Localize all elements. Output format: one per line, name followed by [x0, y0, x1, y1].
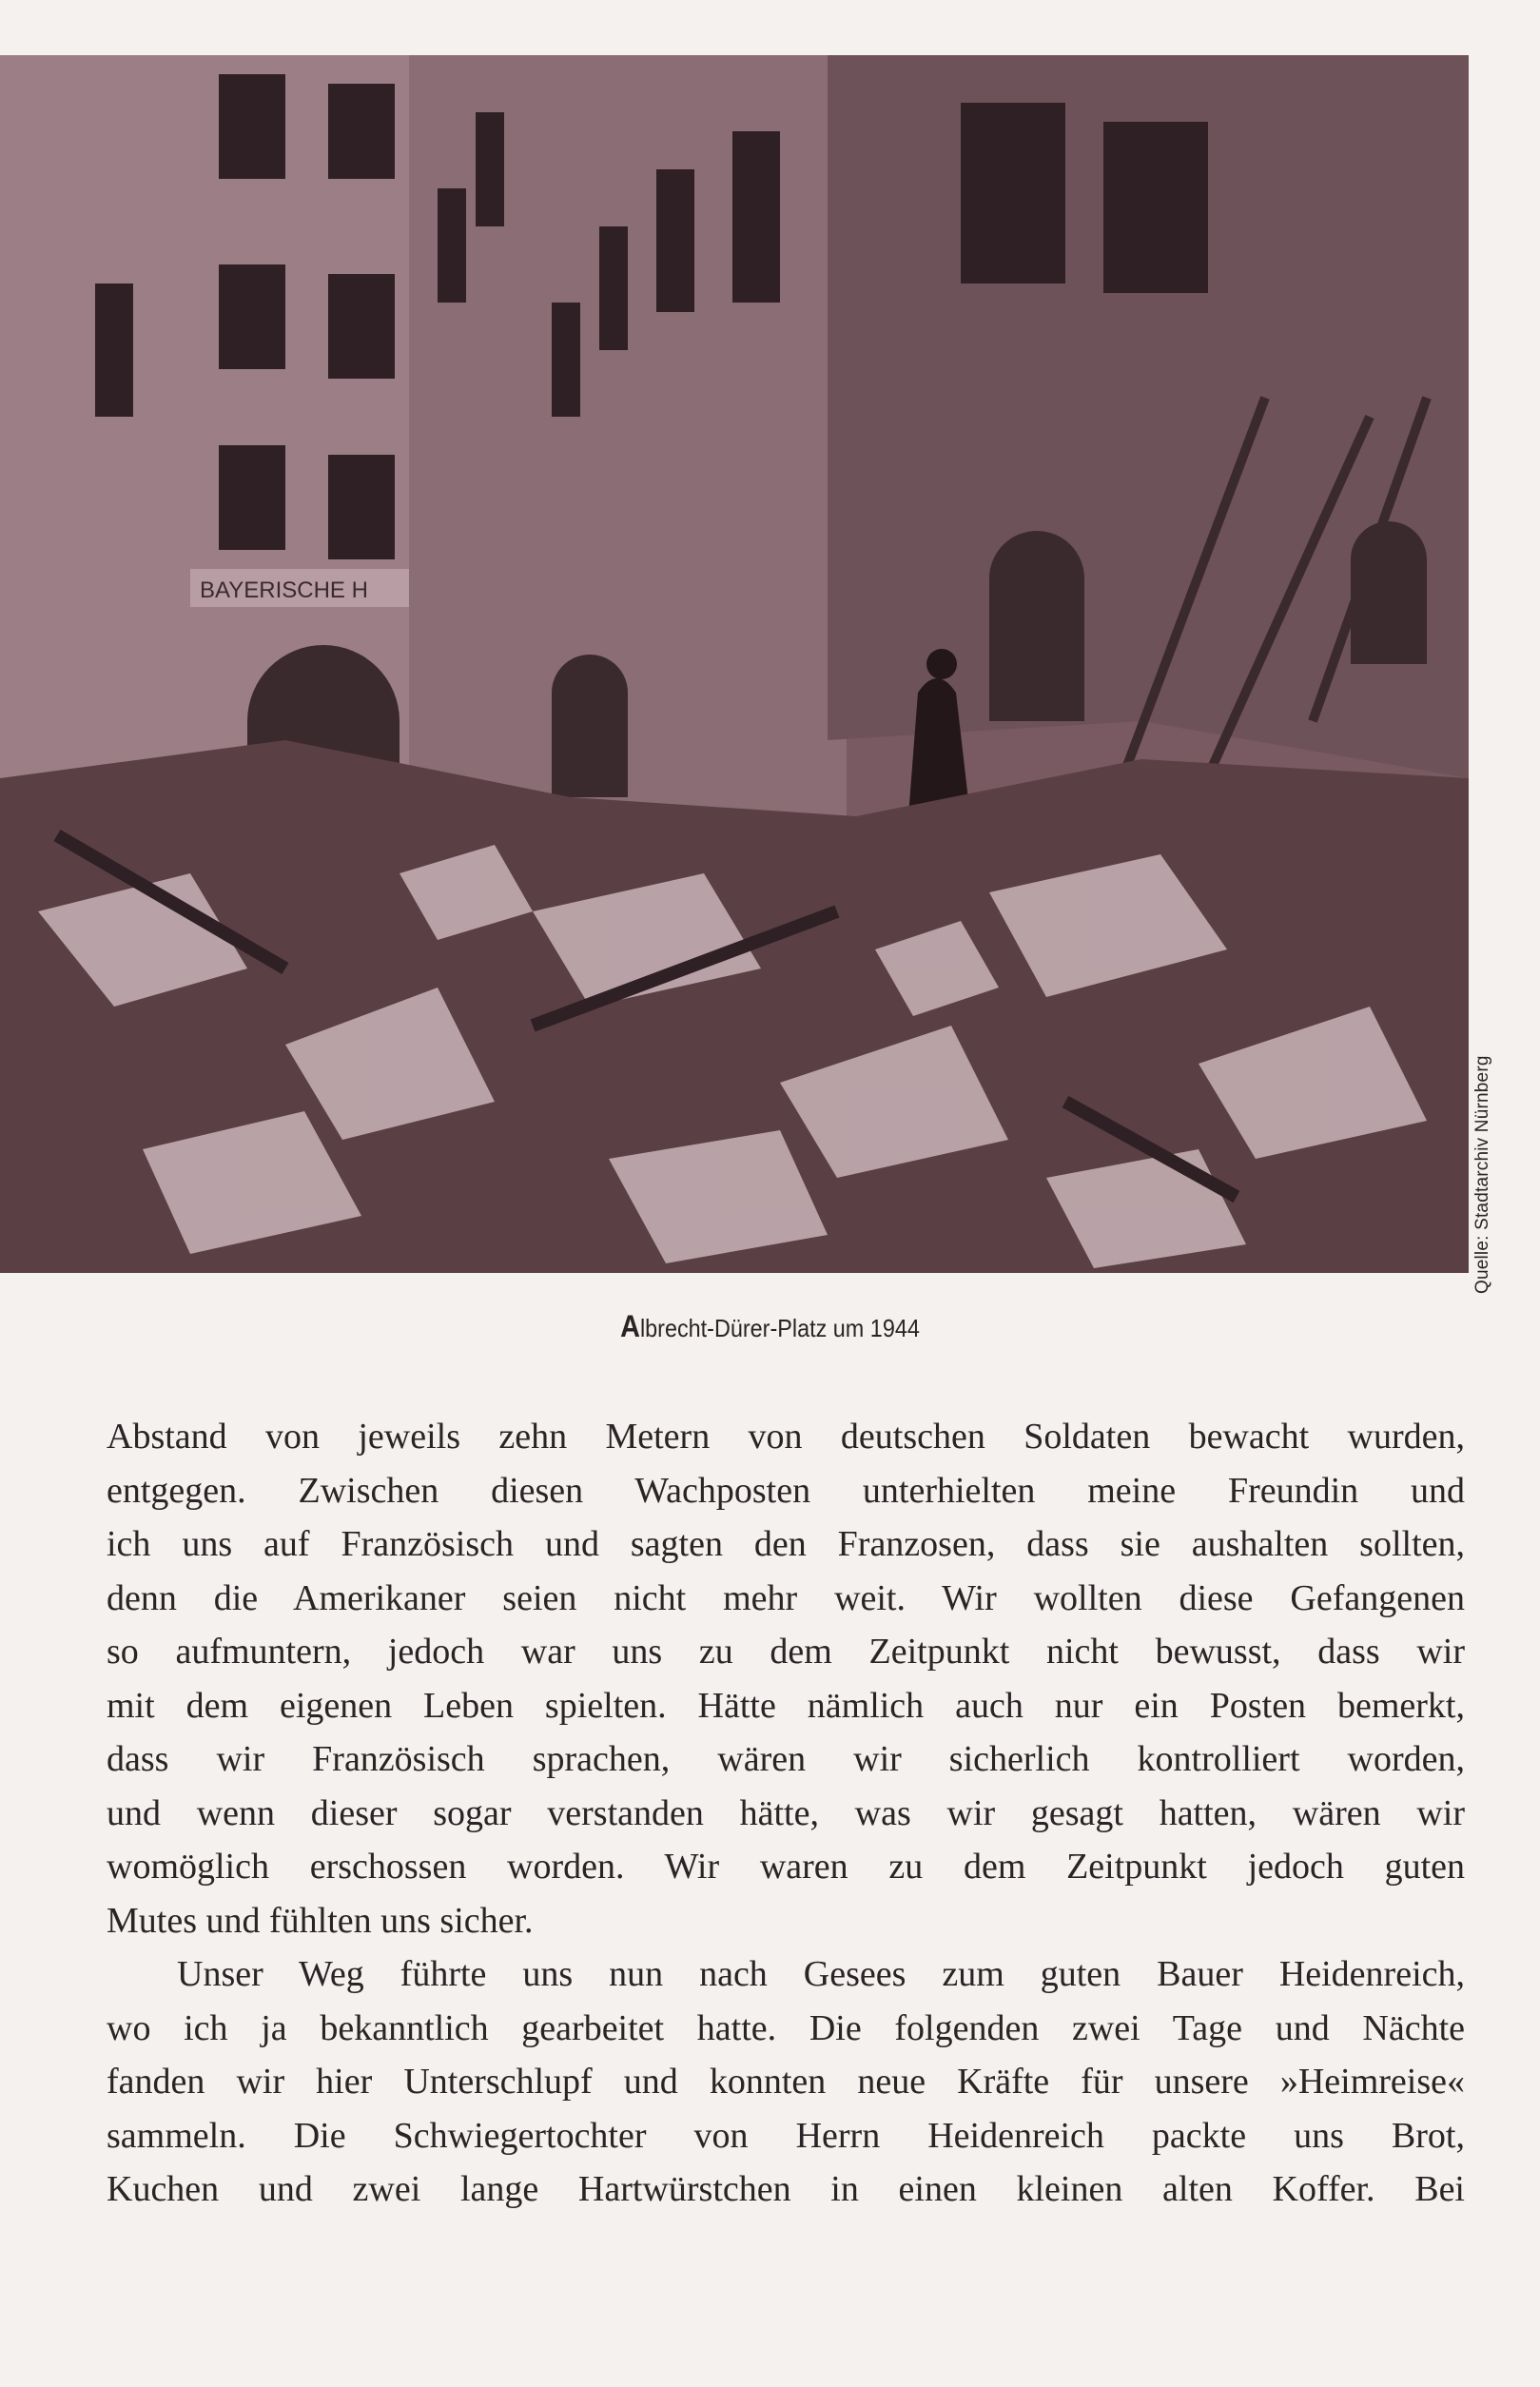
ruins-photograph: [0, 55, 1469, 1273]
photo-source-credit: Quelle: Stadtarchiv Nürnberg: [1472, 1055, 1492, 1295]
text-line: dass wir Französisch sprachen, wären wir sicherlich kontrolliert worden,: [107, 1739, 1465, 1779]
text-line: und wenn dieser sogar verstanden hätte, was wir gesagt hatten, wären wir: [107, 1792, 1465, 1833]
text-line: denn die Amerikaner seien nicht mehr weit. Wir wollten diese Gefangenen: [107, 1577, 1465, 1618]
photo-caption: [77, 1309, 1463, 1344]
text-line: mit dem eigenen Leben spielten. Hätte nämlich auch nur ein Posten bemerkt,: [107, 1685, 1465, 1726]
text-line: fanden wir hier Unterschlupf und konnten neue Kräfte für unsere »Heimreise«: [107, 2062, 1465, 2102]
caption-text: lbrecht-Dürer-Platz um 1944: [639, 1314, 920, 1342]
text-line: Abstand von jeweils zehn Metern von deutschen Soldaten bewacht wurden,: [107, 1417, 1465, 1457]
text-line: womöglich erschossen worden. Wir waren zu dem Zeitpunkt jedoch guten: [107, 1847, 1465, 1887]
text-line: sammeln. Die Schwiegertochter von Herrn Heidenreich packte uns Brot,: [107, 2115, 1465, 2156]
text-line: so aufmuntern, jedoch war uns zu dem Zeitpunkt nicht bewusst, dass wir: [107, 1632, 1465, 1672]
text-line: entgegen. Zwischen diesen Wachposten unterhielten meine Freundin und: [107, 1470, 1465, 1511]
text-line: Mutes und fühlten uns sicher.: [107, 1900, 534, 1941]
text-line: wo ich ja bekanntlich gearbeitet hatte. Die folgenden zwei Tage und Nächte: [107, 2007, 1465, 2048]
building-sign: BAYERISCHE H: [200, 577, 368, 603]
text-line: ich uns auf Französisch und sagten den Franzosen, dass sie aushalten sollten,: [107, 1524, 1465, 1564]
ruins-photo-illustration: [0, 55, 1469, 1273]
text-line: Unser Weg führte uns nun nach Gesees zum guten Bauer Heidenreich,: [177, 1954, 1465, 1994]
caption-initial: A: [620, 1309, 640, 1343]
body-text: [107, 1410, 1465, 2217]
text-line: Kuchen und zwei lange Hartwürstchen in einen kleinen alten Koffer. Bei: [107, 2169, 1465, 2209]
